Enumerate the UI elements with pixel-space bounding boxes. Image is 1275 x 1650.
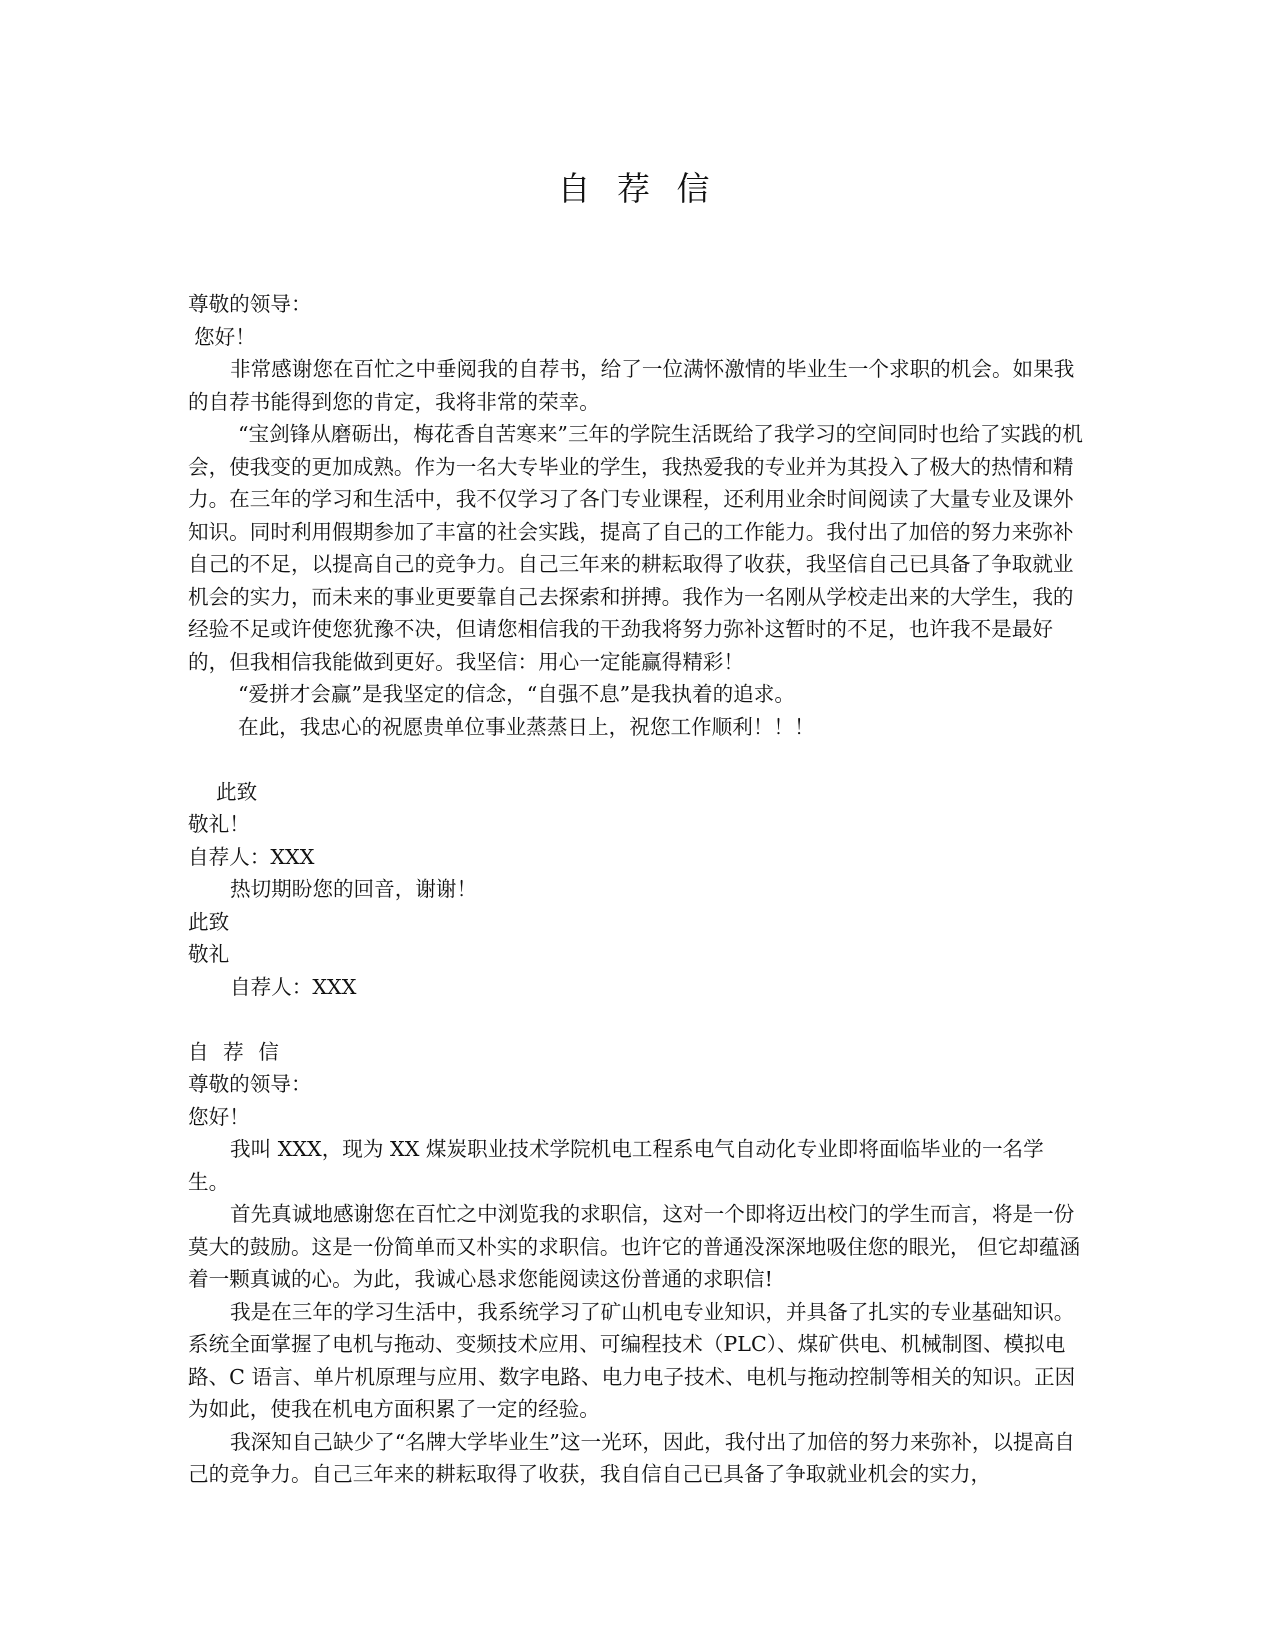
letter1-salutation: 尊敬的领导：: [188, 292, 312, 316]
letter2-paragraph-3: 我是在三年的学习生活中，我系统学习了矿山机电专业知识，并具备了扎实的专业基础知识。系统全面掌握了电机与拖动、变频技术应用、可编程技术（PLC）、煤矿供电、机械制图、模拟电路、C 语言、单片机原理与应用、数字电路、电力电子技术、电机与拖动控制等相关的知识。正因为如此，使我在机电方面积累了一定的经验。: [188, 1299, 1076, 1421]
letter1-greeting: 您好！: [194, 324, 256, 349]
spacer: [188, 743, 1083, 776]
letter2-paragraph-1: 我叫 XXX，现为 XX 煤炭职业技术学院机电工程系电气自动化专业即将面临毕业的一名学生。: [188, 1137, 1044, 1194]
letter1-paragraph-3: “爱拼才会赢”是我坚定的信念，“自强不息”是我执着的追求。: [238, 682, 795, 706]
letter1-paragraph-2: “宝剑锋从磨砺出，梅花香自苦寒来”三年的学院生活既给了我学习的空间同时也给了实践的机会，使我变的更加成熟。作为一名大专毕业的学生，我热爱我的专业并为其投入了极大的热情和精力。在三年的学习和生活中，我不仅学习了各门专业课程，还利用业余时间阅读了大量专业及课外知识。同时利用假期参加了丰富的社会实践，提高了自己的工作能力。我付出了加倍的努力来弥补自己的不足，以提高自己的竞争力。自己三年来的耕耘取得了收获，我坚信自己已具备了争取就业机会的实力，而未来的事业更要靠自己去探索和拼搏。我作为一名刚从学校走出来的大学生，我的经验不足或许使您犹豫不决，但请您相信我的干劲我将努力弥补这暂时的不足，也许我不是最好的，但我相信我能做到更好。我坚信：用心一定能赢得精彩！: [188, 422, 1083, 674]
document-title: 自 荐 信: [557, 169, 718, 208]
letter1-signature: 自荐人：XXX: [188, 844, 315, 869]
letter-body: [188, 288, 1083, 1491]
letter2-paragraph-2: 首先真诚地感谢您在百忙之中浏览我的求职信，这对一个即将迈出校门的学生而言，将是一份莫大的鼓励。这是一份简单而又朴实的求职信。也许它的普通没深深地吸住您的眼光， 但它却蕴涵着一颗真诚的心。为此，我诚心恳求您能阅读这份普通的求职信!: [188, 1202, 1081, 1291]
letter1-signature-2: 自荐人：XXX: [230, 974, 357, 999]
spacer: [188, 1003, 1083, 1036]
letter1-closing-2: 敬礼！: [188, 812, 250, 836]
letter1-paragraph-5: 热切期盼您的回音，谢谢！: [230, 877, 478, 901]
letter2-paragraph-4: 我深知自己缺少了“名牌大学毕业生”这一光环，因此，我付出了加倍的努力来弥补，以提高自己的竞争力。自己三年来的耕耘取得了收获，我自信自己已具备了争取就业机会的实力，: [188, 1429, 1075, 1486]
letter2-salutation: 尊敬的领导：: [188, 1072, 312, 1096]
letter1-closing-1: 此致: [216, 779, 258, 804]
letter1-paragraph-4: 在此，我忠心的祝愿贵单位事业蒸蒸日上，祝您工作顺利！！！: [238, 714, 815, 739]
letter2-title: 自 荐 信: [188, 1039, 283, 1064]
letter1-closing-4: 敬礼: [188, 942, 230, 966]
letter1-closing-3: 此致: [188, 909, 230, 934]
letter1-paragraph-1: 非常感谢您在百忙之中垂阅我的自荐书，给了一位满怀激情的毕业生一个求职的机会。如果我的自荐书能得到您的肯定，我将非常的荣幸。: [188, 357, 1075, 414]
letter2-greeting: 您好！: [188, 1104, 250, 1129]
